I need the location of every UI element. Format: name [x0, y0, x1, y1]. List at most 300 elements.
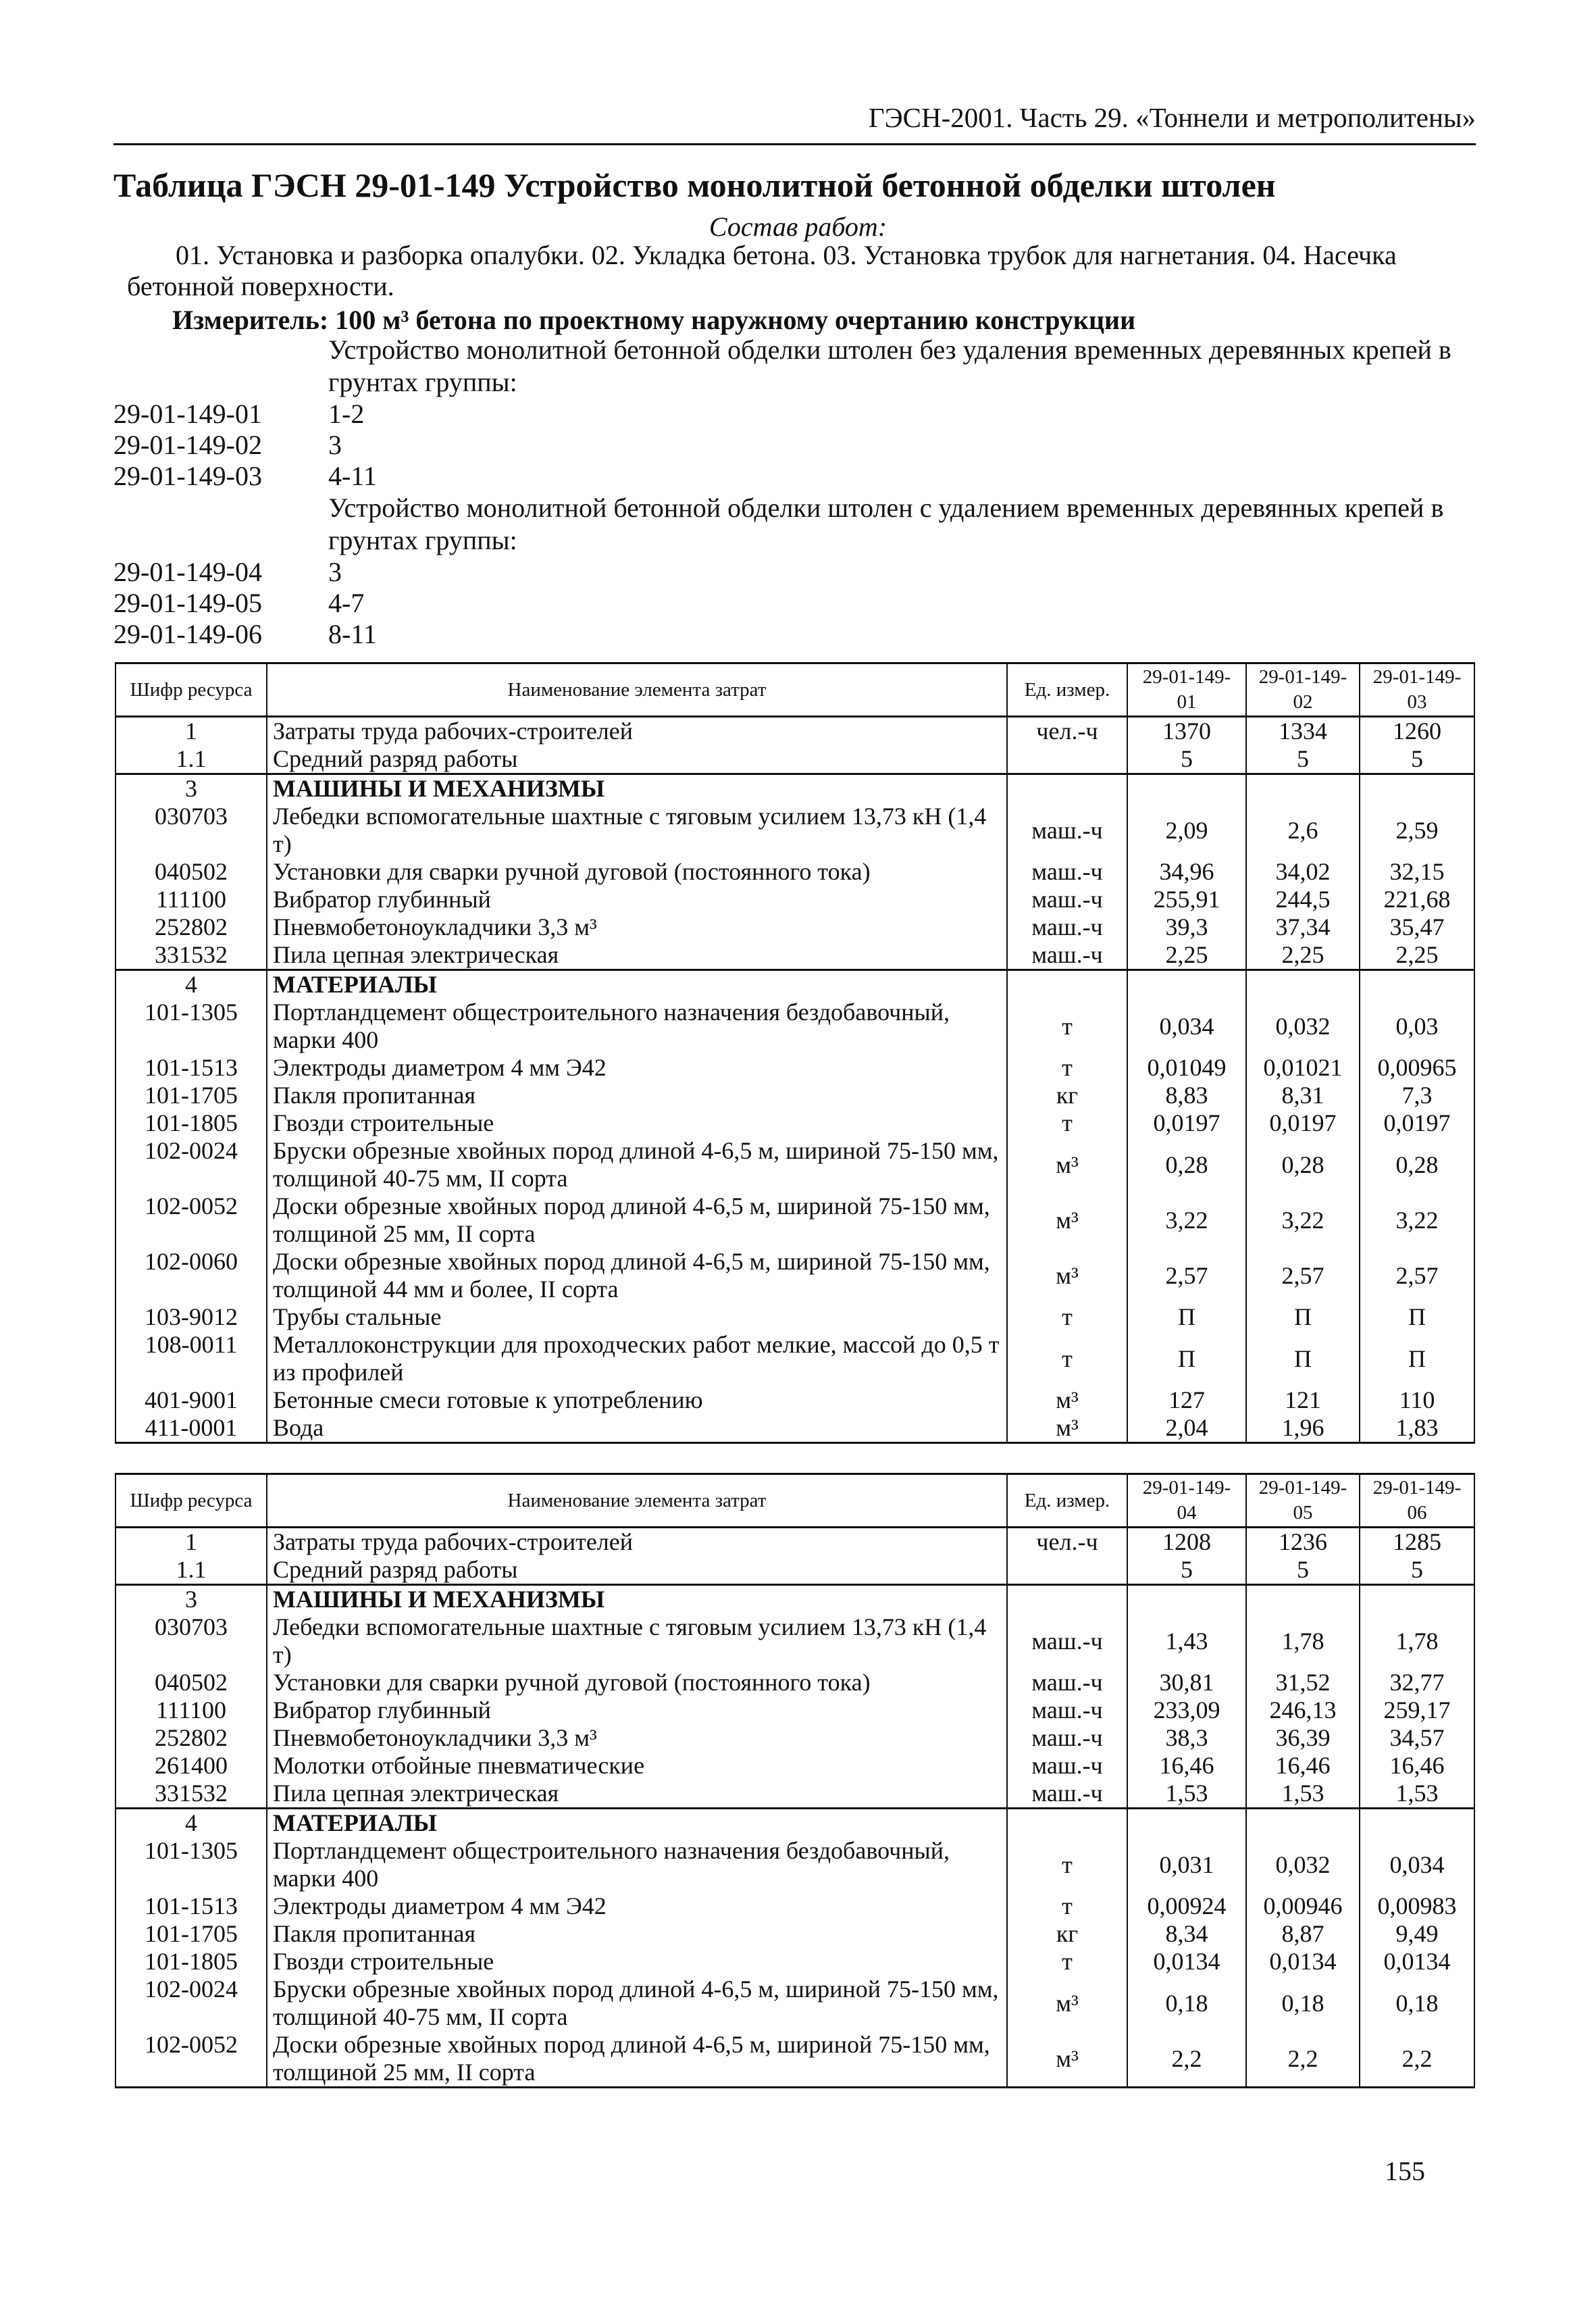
value-cell: 0,00946 [1246, 1892, 1360, 1920]
resource-code-cell: 040502 [115, 858, 267, 886]
resource-name-cell: МАШИНЫ И МЕХАНИЗМЫ [267, 774, 1007, 803]
resource-name-cell: Пневмобетоноукладчики 3,3 м³ [267, 1724, 1007, 1752]
value-cell: 1285 [1360, 1528, 1474, 1557]
value-cell: 0,01049 [1127, 1054, 1246, 1082]
table-header-row [115, 663, 1474, 717]
table-header-row [115, 1474, 1474, 1528]
table-row [115, 1528, 1474, 1557]
resource-code-cell: 252802 [115, 1724, 267, 1752]
resource-name-cell: Вибратор глубинный [267, 886, 1007, 913]
variant-row [113, 588, 1476, 619]
value-cell: 2,2 [1360, 2031, 1474, 2088]
resource-name-cell: МАТЕРИАЛЫ [267, 970, 1007, 999]
unit-cell: т [1007, 1892, 1127, 1920]
value-cell: 1,53 [1360, 1780, 1474, 1809]
table-row [115, 1892, 1474, 1920]
unit-cell: т [1007, 1109, 1127, 1137]
variant-value: 8-11 [328, 619, 377, 649]
resource-name-cell: Затраты труда рабочих-строителей [267, 1528, 1007, 1557]
unit-cell: м³ [1007, 1976, 1127, 2031]
value-cell: П [1246, 1303, 1360, 1331]
table-row [115, 941, 1474, 970]
variant-code: 29-01-149-05 [113, 588, 262, 618]
value-cell: 244,5 [1246, 886, 1360, 913]
resource-name-cell: Пакля пропитанная [267, 1082, 1007, 1109]
value-cell: 0,0197 [1246, 1109, 1360, 1137]
unit-cell: маш.-ч [1007, 1696, 1127, 1724]
value-cell: П [1360, 1303, 1474, 1331]
value-cell: 0,28 [1246, 1137, 1360, 1192]
value-cell [1127, 774, 1246, 803]
variant-list [113, 334, 1476, 650]
value-cell: 0,034 [1360, 1837, 1474, 1892]
resource-code-cell: 102-0052 [115, 2031, 267, 2088]
unit-cell: чел.-ч [1007, 717, 1127, 746]
variant-value: 3 [328, 557, 342, 587]
unit-cell: маш.-ч [1007, 1669, 1127, 1696]
unit-cell: м³ [1007, 1137, 1127, 1192]
value-cell [1360, 774, 1474, 803]
unit-cell: маш.-ч [1007, 941, 1127, 970]
table-row [115, 1669, 1474, 1696]
resource-name-cell: Пила цепная электрическая [267, 941, 1007, 970]
unit-cell: кг [1007, 1082, 1127, 1109]
resource-code-cell: 101-1513 [115, 1054, 267, 1082]
resource-name-cell: Средний разряд работы [267, 1556, 1007, 1585]
unit-cell: м³ [1007, 1386, 1127, 1414]
value-cell [1127, 1809, 1246, 1838]
table-row [115, 886, 1474, 913]
resource-code-cell: 3 [115, 1585, 267, 1614]
resource-code-cell: 030703 [115, 1613, 267, 1669]
variant-value: 1-2 [328, 399, 365, 429]
value-cell: 2,09 [1127, 803, 1246, 858]
unit-cell: м³ [1007, 1192, 1127, 1248]
resource-name-cell: Затраты труда рабочих-строителей [267, 717, 1007, 746]
value-cell: 5 [1360, 745, 1474, 774]
resource-table-2 [115, 1473, 1475, 2088]
table-row [115, 1414, 1474, 1443]
table-row [115, 1303, 1474, 1331]
unit-cell: т [1007, 1054, 1127, 1082]
value-cell: 39,3 [1127, 913, 1246, 941]
table-row [115, 1109, 1474, 1137]
resource-code-cell: 101-1805 [115, 1109, 267, 1137]
value-cell: 8,34 [1127, 1920, 1246, 1948]
value-cell: 5 [1246, 745, 1360, 774]
resource-code-cell: 331532 [115, 941, 267, 970]
value-cell: 1236 [1246, 1528, 1360, 1557]
unit-cell [1007, 745, 1127, 774]
table-row [115, 2031, 1474, 2088]
value-cell: 259,17 [1360, 1696, 1474, 1724]
unit-cell: маш.-ч [1007, 1780, 1127, 1809]
running-header: ГЭСН-2001. Часть 29. «Тоннели и метрополитены» [868, 102, 1476, 133]
resource-code-cell: 102-0024 [115, 1137, 267, 1192]
table-row [115, 1613, 1474, 1669]
unit-cell: чел.-ч [1007, 1528, 1127, 1557]
value-cell [1127, 970, 1246, 999]
value-cell: 233,09 [1127, 1696, 1246, 1724]
value-cell: 5 [1127, 1556, 1246, 1585]
value-cell: 255,91 [1127, 886, 1246, 913]
header-name: Наименование элемента затрат [267, 1474, 1007, 1528]
resource-name-cell: Вибратор глубинный [267, 1696, 1007, 1724]
unit-cell: т [1007, 1303, 1127, 1331]
table-row [115, 1752, 1474, 1780]
unit-cell: маш.-ч [1007, 1613, 1127, 1669]
table-row [115, 1948, 1474, 1976]
variant-code: 29-01-149-04 [113, 557, 262, 587]
unit-cell: т [1007, 1948, 1127, 1976]
value-cell: 1,53 [1246, 1780, 1360, 1809]
table-row [115, 1054, 1474, 1082]
table-row [115, 999, 1474, 1054]
unit-cell: маш.-ч [1007, 886, 1127, 913]
resource-code-cell: 1 [115, 1528, 267, 1557]
unit-cell: т [1007, 1331, 1127, 1386]
value-cell [1360, 1585, 1474, 1614]
table-row [115, 1137, 1474, 1192]
resource-code-cell: 1.1 [115, 1556, 267, 1585]
value-cell: 1,96 [1246, 1414, 1360, 1443]
value-cell: 1260 [1360, 717, 1474, 746]
resource-name-cell: МАТЕРИАЛЫ [267, 1809, 1007, 1838]
value-cell: 16,46 [1360, 1752, 1474, 1780]
value-cell: 0,0134 [1360, 1948, 1474, 1976]
resource-name-cell: Электроды диаметром 4 мм Э42 [267, 1892, 1007, 1920]
header-rule [113, 143, 1476, 145]
value-cell: 34,57 [1360, 1724, 1474, 1752]
variant-description: Устройство монолитной бетонной обделки штолен без удаления временных деревянных крепей в грунтах группы: [328, 334, 1451, 397]
page-number: 155 [1385, 2156, 1425, 2186]
resource-code-cell: 101-1305 [115, 999, 267, 1054]
resource-code-cell: 1 [115, 717, 267, 746]
variant-code: 29-01-149-02 [113, 430, 262, 460]
resource-name-cell: Доски обрезные хвойных пород длиной 4-6,5 м, шириной 75-150 мм, толщиной 25 мм, II сорта [267, 2031, 1007, 2088]
variant-code: 29-01-149-03 [113, 461, 262, 491]
resource-name-cell: Гвозди строительные [267, 1948, 1007, 1976]
table-row [115, 1331, 1474, 1386]
table-row [115, 1192, 1474, 1248]
value-cell: 31,52 [1246, 1669, 1360, 1696]
unit-cell [1007, 1585, 1127, 1614]
value-cell: 35,47 [1360, 913, 1474, 941]
resource-table-1 [115, 662, 1475, 1444]
resource-name-cell: Доски обрезные хвойных пород длиной 4-6,5 м, шириной 75-150 мм, толщиной 25 мм, II сорта [267, 1192, 1007, 1248]
resource-name-cell: МАШИНЫ И МЕХАНИЗМЫ [267, 1585, 1007, 1614]
value-cell: 38,3 [1127, 1724, 1246, 1752]
table-row [115, 1724, 1474, 1752]
value-cell: 36,39 [1246, 1724, 1360, 1752]
resource-code-cell: 4 [115, 970, 267, 999]
measure-unit: Измеритель: 100 м³ бетона по проектному наружному очертанию конструкции [172, 305, 1136, 335]
unit-cell: м³ [1007, 1248, 1127, 1303]
value-cell: 8,83 [1127, 1082, 1246, 1109]
value-cell: 246,13 [1246, 1696, 1360, 1724]
value-cell: 2,59 [1360, 803, 1474, 858]
value-cell: 1334 [1246, 717, 1360, 746]
value-cell: 0,0134 [1246, 1948, 1360, 1976]
value-cell: 121 [1246, 1386, 1360, 1414]
table-row [115, 774, 1474, 803]
resource-code-cell: 252802 [115, 913, 267, 941]
table-body [115, 1528, 1474, 2088]
resource-name-cell: Установки для сварки ручной дуговой (постоянного тока) [267, 858, 1007, 886]
table-row [115, 803, 1474, 858]
resource-code-cell: 102-0052 [115, 1192, 267, 1248]
resource-code-cell: 3 [115, 774, 267, 803]
header-variant: 29-01-149-05 [1246, 1474, 1360, 1528]
value-cell: 0,18 [1127, 1976, 1246, 2031]
resource-code-cell: 040502 [115, 1669, 267, 1696]
resource-code-cell: 261400 [115, 1752, 267, 1780]
value-cell: 2,25 [1127, 941, 1246, 970]
resource-name-cell: Средний разряд работы [267, 745, 1007, 774]
resource-code-cell: 4 [115, 1809, 267, 1838]
table-row [115, 1920, 1474, 1948]
value-cell: 110 [1360, 1386, 1474, 1414]
value-cell: 2,6 [1246, 803, 1360, 858]
value-cell [1246, 774, 1360, 803]
value-cell: 0,0197 [1127, 1109, 1246, 1137]
value-cell: П [1360, 1331, 1474, 1386]
resource-name-cell: Бетонные смеси готовые к употреблению [267, 1386, 1007, 1414]
work-composition-heading: Состав работ: [709, 211, 887, 242]
variant-row [113, 399, 1476, 430]
value-cell: 0,00983 [1360, 1892, 1474, 1920]
variant-value: 4-11 [328, 461, 377, 491]
table-row [115, 1082, 1474, 1109]
variant-code: 29-01-149-06 [113, 619, 262, 649]
header-code: Шифр ресурса [115, 1474, 267, 1528]
header-name: Наименование элемента затрат [267, 663, 1007, 717]
resource-name-cell: Бруски обрезные хвойных пород длиной 4-6,5 м, шириной 75-150 мм, толщиной 40-75 мм, II сорта [267, 1976, 1007, 2031]
unit-cell: т [1007, 1837, 1127, 1892]
value-cell: 0,18 [1360, 1976, 1474, 2031]
value-cell: 34,02 [1246, 858, 1360, 886]
variant-group [113, 492, 1476, 650]
value-cell: 9,49 [1360, 1920, 1474, 1948]
resource-name-cell: Доски обрезные хвойных пород длиной 4-6,5 м, шириной 75-150 мм, толщиной 44 мм и более, II сорта [267, 1248, 1007, 1303]
value-cell: 2,25 [1246, 941, 1360, 970]
variant-code: 29-01-149-01 [113, 399, 262, 429]
unit-cell: т [1007, 999, 1127, 1054]
unit-cell: кг [1007, 1920, 1127, 1948]
resource-name-cell: Молотки отбойные пневматические [267, 1752, 1007, 1780]
value-cell: 1,78 [1360, 1613, 1474, 1669]
header-code: Шифр ресурса [115, 663, 267, 717]
resource-name-cell: Гвозди строительные [267, 1109, 1007, 1137]
resource-code-cell: 103-9012 [115, 1303, 267, 1331]
value-cell: 0,00924 [1127, 1892, 1246, 1920]
value-cell: 0,18 [1246, 1976, 1360, 2031]
value-cell: 7,3 [1360, 1082, 1474, 1109]
value-cell: 2,57 [1360, 1248, 1474, 1303]
value-cell: П [1127, 1331, 1246, 1386]
value-cell: 16,46 [1127, 1752, 1246, 1780]
value-cell [1360, 1809, 1474, 1838]
resource-code-cell: 102-0024 [115, 1976, 267, 2031]
value-cell: 5 [1246, 1556, 1360, 1585]
resource-code-cell: 401-9001 [115, 1386, 267, 1414]
resource-code-cell: 101-1805 [115, 1948, 267, 1976]
value-cell: 30,81 [1127, 1669, 1246, 1696]
unit-cell [1007, 1809, 1127, 1838]
table-body [115, 717, 1474, 1443]
value-cell: 32,15 [1360, 858, 1474, 886]
resource-name-cell: Металлоконструкции для проходческих работ мелкие, массой до 0,5 т из профилей [267, 1331, 1007, 1386]
resource-name-cell: Вода [267, 1414, 1007, 1443]
value-cell: 3,22 [1127, 1192, 1246, 1248]
resource-name-cell: Лебедки вспомогательные шахтные с тяговым усилием 13,73 кН (1,4 т) [267, 803, 1007, 858]
table-row [115, 1386, 1474, 1414]
variant-value: 4-7 [328, 588, 365, 618]
value-cell: 2,25 [1360, 941, 1474, 970]
resource-name-cell: Бруски обрезные хвойных пород длиной 4-6,5 м, шириной 75-150 мм, толщиной 40-75 мм, II сорта [267, 1137, 1007, 1192]
unit-cell: м³ [1007, 1414, 1127, 1443]
resource-name-cell: Пакля пропитанная [267, 1920, 1007, 1948]
unit-cell: маш.-ч [1007, 803, 1127, 858]
variant-group [113, 334, 1476, 492]
variant-description: Устройство монолитной бетонной обделки штолен с удалением временных деревянных крепей в грунтах группы: [328, 493, 1444, 555]
value-cell: 32,77 [1360, 1669, 1474, 1696]
table-row [115, 970, 1474, 999]
value-cell: 0,28 [1127, 1137, 1246, 1192]
table-row [115, 1248, 1474, 1303]
value-cell: 2,04 [1127, 1414, 1246, 1443]
table-row [115, 913, 1474, 941]
resource-name-cell: Установки для сварки ручной дуговой (постоянного тока) [267, 1669, 1007, 1696]
value-cell: П [1127, 1303, 1246, 1331]
resource-code-cell: 101-1705 [115, 1082, 267, 1109]
value-cell: 1,43 [1127, 1613, 1246, 1669]
unit-cell: маш.-ч [1007, 913, 1127, 941]
resource-name-cell: Электроды диаметром 4 мм Э42 [267, 1054, 1007, 1082]
value-cell: П [1246, 1331, 1360, 1386]
unit-cell: маш.-ч [1007, 858, 1127, 886]
value-cell: 34,96 [1127, 858, 1246, 886]
header-variant: 29-01-149-02 [1246, 663, 1360, 717]
value-cell: 3,22 [1360, 1192, 1474, 1248]
value-cell: 8,87 [1246, 1920, 1360, 1948]
table-row [115, 1780, 1474, 1809]
header-unit: Ед. измер. [1007, 1474, 1127, 1528]
unit-cell: маш.-ч [1007, 1752, 1127, 1780]
value-cell: 1,78 [1246, 1613, 1360, 1669]
resource-name-cell: Пневмобетоноукладчики 3,3 м³ [267, 913, 1007, 941]
resource-name-cell: Портландцемент общестроительного назначения бездобавочный, марки 400 [267, 999, 1007, 1054]
resource-name-cell: Лебедки вспомогательные шахтные с тяговым усилием 13,73 кН (1,4 т) [267, 1613, 1007, 1669]
value-cell: 0,034 [1127, 999, 1246, 1054]
unit-cell [1007, 1556, 1127, 1585]
resource-code-cell: 111100 [115, 1696, 267, 1724]
value-cell [1246, 1585, 1360, 1614]
value-cell: 8,31 [1246, 1082, 1360, 1109]
value-cell: 2,57 [1127, 1248, 1246, 1303]
table-row [115, 1696, 1474, 1724]
resource-code-cell: 101-1513 [115, 1892, 267, 1920]
unit-cell: маш.-ч [1007, 1724, 1127, 1752]
value-cell: 1370 [1127, 717, 1246, 746]
value-cell: 1,83 [1360, 1414, 1474, 1443]
value-cell: 0,0134 [1127, 1948, 1246, 1976]
resource-code-cell: 331532 [115, 1780, 267, 1809]
value-cell: 0,0197 [1360, 1109, 1474, 1137]
variant-row [113, 557, 1476, 588]
resource-code-cell: 108-0011 [115, 1331, 267, 1386]
value-cell: 0,01021 [1246, 1054, 1360, 1082]
value-cell: 0,03 [1360, 999, 1474, 1054]
header-variant: 29-01-149-04 [1127, 1474, 1246, 1528]
value-cell: 2,2 [1246, 2031, 1360, 2088]
value-cell: 37,34 [1246, 913, 1360, 941]
resource-code-cell: 030703 [115, 803, 267, 858]
value-cell: 127 [1127, 1386, 1246, 1414]
header-variant: 29-01-149-06 [1360, 1474, 1474, 1528]
table-row [115, 858, 1474, 886]
value-cell: 16,46 [1246, 1752, 1360, 1780]
variant-row [113, 461, 1476, 492]
value-cell [1127, 1585, 1246, 1614]
value-cell: 0,032 [1246, 999, 1360, 1054]
unit-cell [1007, 774, 1127, 803]
value-cell: 0,00965 [1360, 1054, 1474, 1082]
value-cell: 1208 [1127, 1528, 1246, 1557]
table-row [115, 1837, 1474, 1892]
table-row [115, 745, 1474, 774]
resource-name-cell: Пила цепная электрическая [267, 1780, 1007, 1809]
table-row [115, 717, 1474, 746]
resource-code-cell: 102-0060 [115, 1248, 267, 1303]
value-cell: 5 [1127, 745, 1246, 774]
value-cell: 0,032 [1246, 1837, 1360, 1892]
resource-name-cell: Портландцемент общестроительного назначения бездобавочный, марки 400 [267, 1837, 1007, 1892]
table-title: Таблица ГЭСН 29-01-149 Устройство монолитной бетонной обделки штолен [113, 166, 1276, 204]
value-cell: 2,57 [1246, 1248, 1360, 1303]
value-cell: 1,53 [1127, 1780, 1246, 1809]
value-cell [1246, 1809, 1360, 1838]
resource-code-cell: 411-0001 [115, 1414, 267, 1443]
value-cell: 0,28 [1360, 1137, 1474, 1192]
header-variant: 29-01-149-01 [1127, 663, 1246, 717]
table-row [115, 1556, 1474, 1585]
resource-code-cell: 101-1305 [115, 1837, 267, 1892]
value-cell: 0,031 [1127, 1837, 1246, 1892]
table-row [115, 1976, 1474, 2031]
header-unit: Ед. измер. [1007, 663, 1127, 717]
work-composition-text: 01. Установка и разборка опалубки. 02. Укладка бетона. 03. Установка трубок для нагнетания. 04. Насечка бетонной поверхности. [127, 240, 1397, 301]
header-variant: 29-01-149-03 [1360, 663, 1474, 717]
variant-row [113, 619, 1476, 650]
value-cell [1246, 970, 1360, 999]
value-cell: 221,68 [1360, 886, 1474, 913]
variant-value: 3 [328, 430, 342, 460]
value-cell: 5 [1360, 1556, 1474, 1585]
unit-cell: м³ [1007, 2031, 1127, 2088]
resource-code-cell: 101-1705 [115, 1920, 267, 1948]
resource-code-cell: 1.1 [115, 745, 267, 774]
unit-cell [1007, 970, 1127, 999]
value-cell [1360, 970, 1474, 999]
resource-name-cell: Трубы стальные [267, 1303, 1007, 1331]
resource-code-cell: 111100 [115, 886, 267, 913]
value-cell: 3,22 [1246, 1192, 1360, 1248]
table-row [115, 1585, 1474, 1614]
value-cell: 2,2 [1127, 2031, 1246, 2088]
variant-row [113, 430, 1476, 461]
table-row [115, 1809, 1474, 1838]
